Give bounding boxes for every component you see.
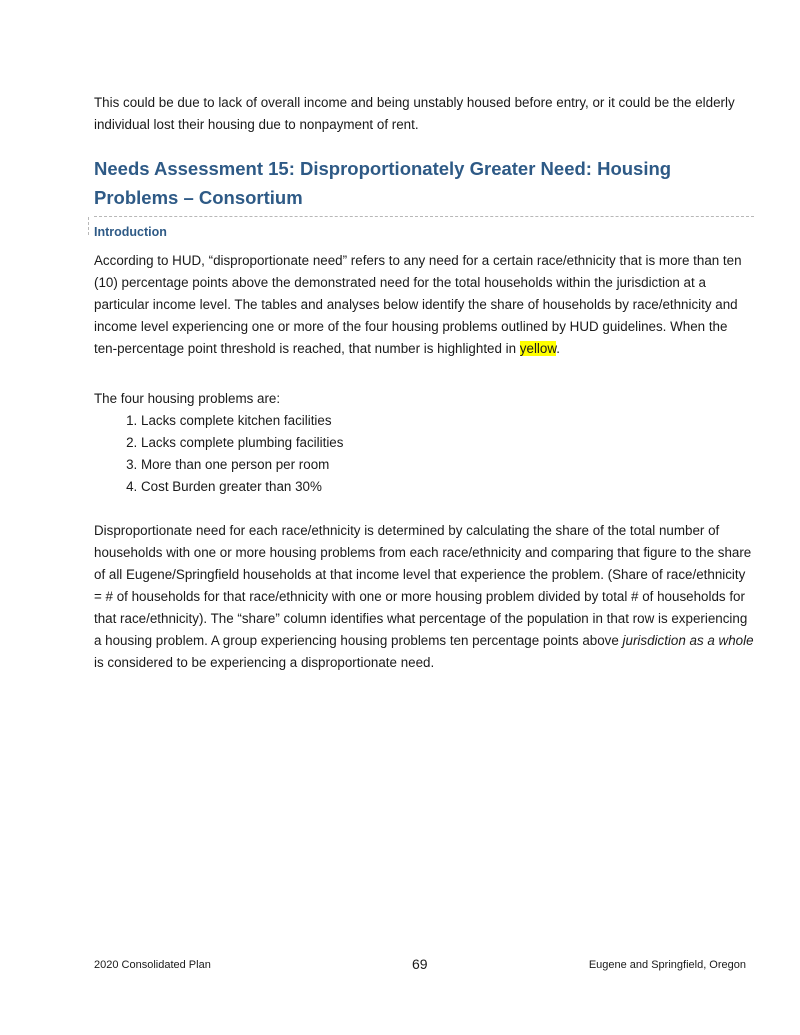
subheading-region (94, 216, 754, 241)
methodology-text: Disproportionate need for each race/ethnicity is determined by calculating the share of the total number of households with one or more housing problems from each race/ethnicity and comparing that figure to the share of all Eugene/Springfield households at that income level that experience the problem. (Share of race/ethnicity = # of households for that race/ethnicity with one or more housing problem divided by total # of households for that race/ethnicity). The “share” column identifies what percentage of the population in that row is experiencing a housing problem. A group experiencing housing problems ten percentage points above (94, 523, 752, 648)
list-item: 3. More than one person per room (141, 454, 754, 476)
intro-end: . (556, 341, 561, 356)
footer-plan-title: 2020 Consolidated Plan (94, 959, 211, 971)
document-page (94, 92, 754, 674)
highlighted-word: yellow (519, 341, 557, 356)
intro-text: According to HUD, “disproportionate need” refers to any need for a certain race/ethnicity that is more than ten (10) percentage points above the demonstrated need for the total households within the jurisdiction at a particular income level. The tables and analyses below identify the share of households by race/ethnicity and income level experiencing one or more of the four housing problems outlined by HUD guidelines. When the ten-percentage point threshold is reached, that number is highlighted in (94, 253, 742, 356)
section-heading: Needs Assessment 15: Disproportionately Greater Need: Housing Problems – Consortium (94, 158, 672, 208)
list-item: 2. Lacks complete plumbing facilities (141, 432, 754, 454)
list-item: 1. Lacks complete kitchen facilities (141, 410, 754, 432)
list-item: 4. Cost Burden greater than 30% (141, 476, 754, 498)
methodology-end: is considered to be experiencing a disproportionate need. (94, 655, 435, 670)
methodology-paragraph (94, 520, 754, 674)
italic-phrase: jurisdiction as a whole (622, 633, 754, 648)
intro-paragraph (94, 250, 754, 360)
carryover-paragraph: This could be due to lack of overall income and being unstably housed before entry, or it could be the elderly individual lost their housing due to nonpayment of rent. (94, 95, 735, 132)
problems-intro: The four housing problems are: (94, 391, 281, 406)
housing-problems-list (94, 410, 754, 498)
introduction-subheading: Introduction (94, 225, 167, 239)
page-footer (94, 957, 746, 975)
footer-jurisdiction: Eugene and Springfield, Oregon (588, 959, 746, 971)
page-number: 69 (412, 956, 428, 972)
